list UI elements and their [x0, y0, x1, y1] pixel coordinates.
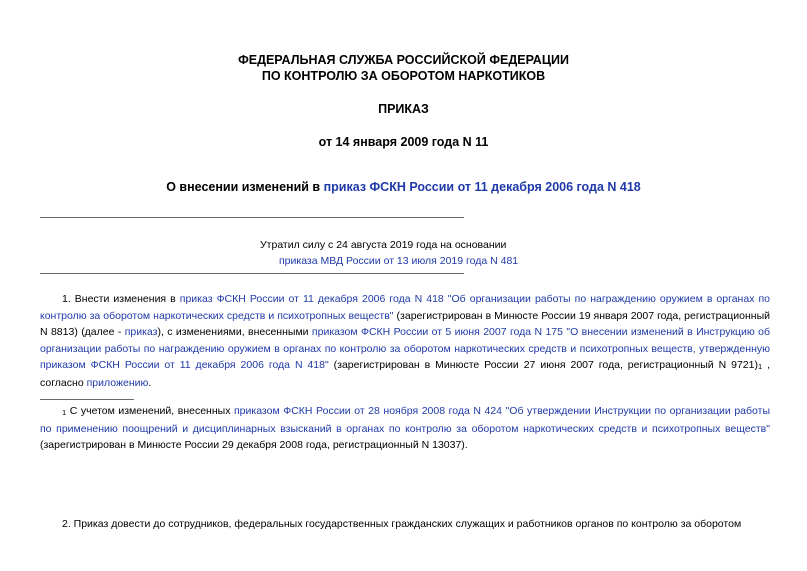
footnote-text-2: (зарегистрирован в Минюсте России 29 декабря 2008 года, регистрационный N 13037). — [40, 439, 468, 451]
p1-order-short-link[interactable]: приказ — [124, 326, 158, 338]
p1-footnote-mark: 1 — [757, 362, 763, 371]
footnote-order-424-link[interactable]: приказом ФСКН России от 28 ноября 2008 года N 424 "Об утверждении Инструкции по организации работы по применению поощрений и дисциплинарных взысканий в органах по контролю за оборотом наркотических средств и психотропных веществ" — [40, 405, 770, 435]
org-line-2: ПО КОНТРОЛЮ ЗА ОБОРОТОМ НАРКОТИКОВ — [261, 69, 546, 83]
p1-appendix-link[interactable]: приложению — [86, 376, 149, 389]
paragraph-1 — [40, 291, 770, 391]
p1-text-5: , согласно — [40, 359, 770, 389]
p1-text-6: . — [148, 376, 152, 389]
document-type: ПРИКАЗ — [378, 102, 429, 116]
expiry-text: Утратил силу с 24 августа 2019 года на основании — [260, 239, 507, 251]
divider-top — [40, 217, 464, 218]
footnote-text-1: С учетом изменений, внесенных — [66, 405, 234, 417]
document-date-number: от 14 января 2009 года N 11 — [318, 135, 489, 149]
title-prefix: О внесении изменений в — [166, 180, 324, 194]
expiry-notice — [260, 237, 540, 269]
issuing-organization — [0, 52, 807, 84]
paragraph-2 — [40, 516, 770, 533]
p1-order-418-link[interactable]: приказ ФСКН России от 11 декабря 2006 года N 418 "Об организации работы по награждению оружием в органах по контролю за оборотом наркотических средств и психотропных веществ" — [40, 293, 771, 322]
org-line-1: ФЕДЕРАЛЬНАЯ СЛУЖБА РОССИЙСКОЙ ФЕДЕРАЦИИ — [238, 53, 569, 67]
document-title — [0, 179, 807, 195]
p1-text-3: ), с изменениями, внесенными — [157, 326, 312, 338]
footnote-rule — [40, 399, 134, 400]
footnote-mark: 1 — [62, 408, 67, 417]
p1-text-1: 1. Внести изменения в — [62, 293, 180, 305]
title-order-link[interactable]: приказ ФСКН России от 11 декабря 2006 года N 418 — [323, 180, 641, 194]
divider-bottom — [40, 273, 464, 274]
footnote — [40, 403, 770, 454]
p1-text-2: (зарегистрирован в Минюсте России 19 января 2007 года, регистрационный N 8813) (далее - — [40, 309, 770, 338]
p1-order-175-link[interactable]: приказом ФСКН России от 5 июня 2007 года N 175 "О внесении изменений в Инструкцию об организации работы по награждению оружием в органах по контролю за оборотом наркотических средств и психотропных веществ, утвержденную приказом ФСКН России от 11 декабря 2006 года N 418" — [40, 326, 771, 371]
p1-text-4: (зарегистрирован в Минюсте России 27 июня 2007 года, регистрационный N 9721) — [328, 359, 758, 371]
expiry-order-link[interactable]: приказа МВД России от 13 июля 2019 года N 481 — [279, 255, 519, 267]
p2-text: 2. Приказ довести до сотрудников, федеральных государственных гражданских служащих и работников органов по контролю за оборотом — [62, 518, 742, 530]
